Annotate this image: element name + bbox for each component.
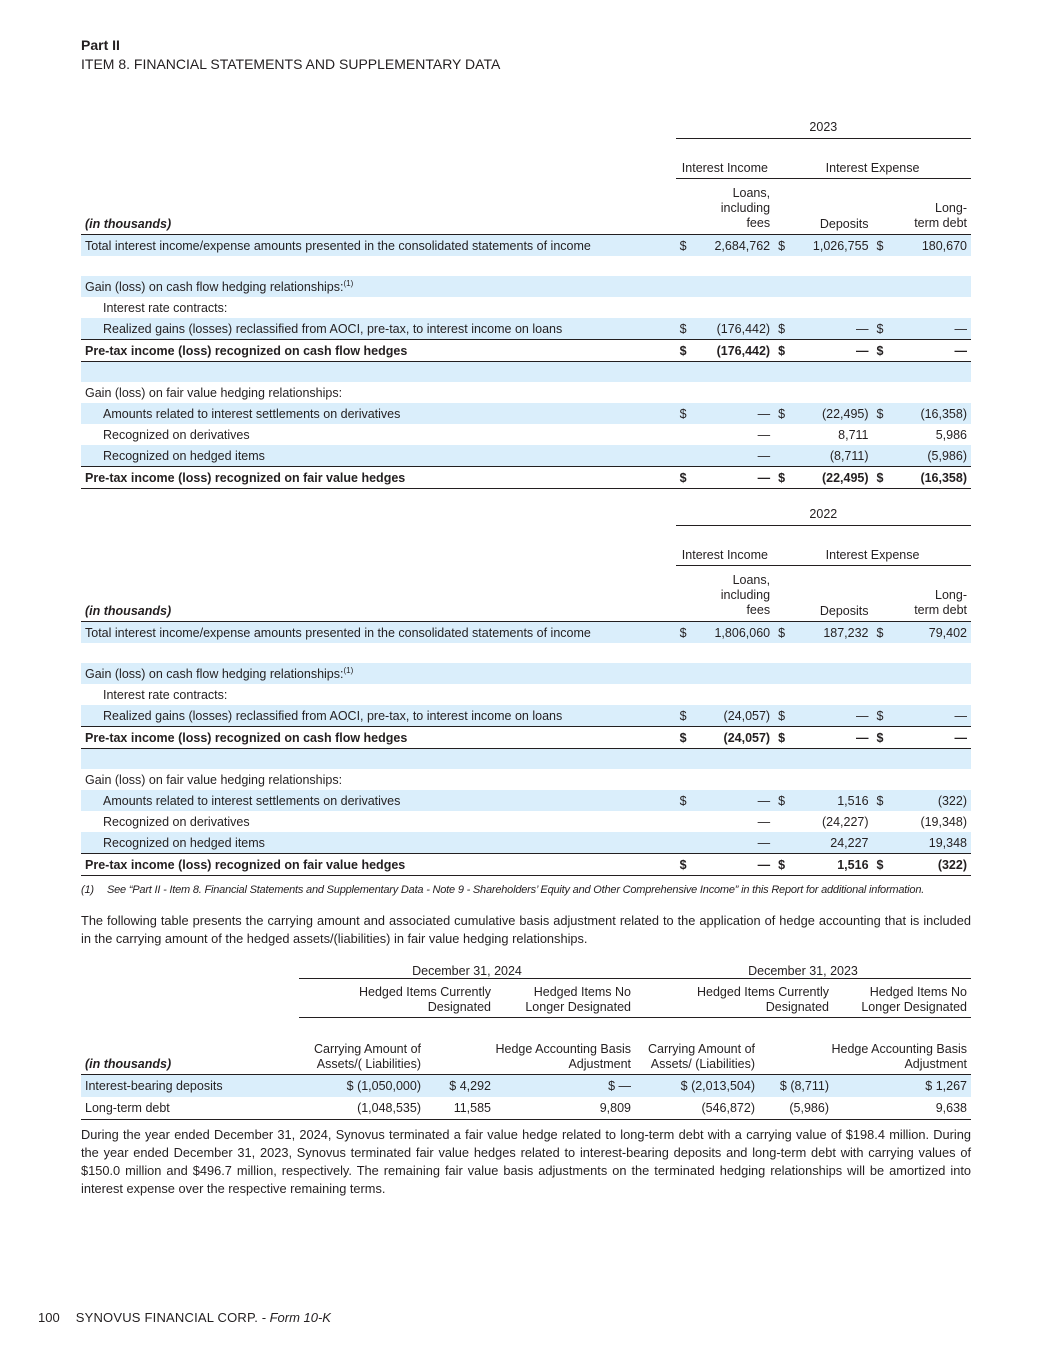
dollar-sign: $ [676,622,692,644]
terminated-hedges-paragraph: During the year ended December 31, 2024, Synovus terminated a fair value hedge related to long-term debt with a carrying value of $198.4 million. During the year ended December 31, 2023, Synovus terminated fair value hedges related to interest-bearing deposits and long-term debt with carrying values of $150.0 million and $496.7 million, respectively. The remaining fair value basis adjustments on the terminated hedging relationships will be amortized into interest expense over the respective remaining terms. [81,1127,971,1196]
cell-value: — [889,705,971,727]
company-name: SYNOVUS FINANCIAL CORP. [75,1310,259,1325]
group-nolonger-2024: Hedged Items No Longer Designated [495,979,635,1018]
cell-value: — [790,318,872,340]
col-deposits-header: Deposits [774,179,872,235]
cell-value: (16,358) [889,467,971,489]
row-label: Total interest income/expense amounts presented in the consolidated statements of income [81,235,676,257]
table-row [81,622,971,644]
table-row [81,727,971,749]
dollar-sign: $ [676,790,692,811]
interest-income-header: Interest Income [676,526,774,566]
row-label: Gain (loss) on cash flow hedging relationships: [85,666,344,681]
dollar-sign: $ [676,235,692,257]
dollar-sign: $ [774,705,790,727]
dollar-sign: $ [873,705,889,727]
dollar-sign: $ [774,790,790,811]
page-footer [38,1310,331,1325]
cell-value: 11,585 [425,1097,495,1120]
dollar-sign: $ [774,854,790,876]
dollar-sign: $ [873,854,889,876]
table-row [81,1097,971,1120]
row-label: Pre-tax income (loss) recognized on fair value hedges [81,467,676,489]
dollar-sign: $ [873,235,889,257]
table-row [81,769,971,790]
table-row [81,424,971,445]
dollar-sign: $ [774,727,790,749]
group-current-2024: Hedged Items Currently Designated [299,979,495,1018]
row-label: Realized gains (losses) reclassified from AOCI, pre-tax, to interest income on loans [81,318,676,340]
row-label: Interest rate contracts: [103,300,228,315]
footnote [81,884,924,896]
row-label: Amounts related to interest settlements on derivatives [81,790,676,811]
cell-value: $ (2,013,504) [635,1075,759,1098]
cell-value: — [889,318,971,340]
item-heading: ITEM 8. FINANCIAL STATEMENTS AND SUPPLEMENTARY DATA [81,56,501,72]
row-label: Interest-bearing deposits [81,1075,299,1098]
cell-value: (19,348) [920,814,967,829]
dollar-sign: $ [774,622,790,644]
dollar-sign: $ [873,340,889,362]
cell-value: 1,516 [790,854,872,876]
cell-value: — [889,340,971,362]
cell-value: (24,227) [821,814,869,829]
dollar-sign: $ [774,340,790,362]
row-label: Pre-tax income (loss) recognized on cash flow hedges [81,340,676,362]
table-row [81,705,971,727]
col-carrying-2023: Carrying Amount of Assets/ (Liabilities) [635,1018,759,1075]
cell-value: — [692,445,774,467]
row-label: Pre-tax income (loss) recognized on fair value hedges [81,854,676,876]
cell-value: (546,872) [635,1097,759,1120]
units-label: (in thousands) [81,566,676,622]
year-header: 2023 [676,116,971,139]
row-label: Recognized on derivatives [103,427,250,442]
cell-value: (322) [889,854,971,876]
dollar-sign: $ [774,403,790,424]
cell-value: 5,986 [935,427,967,442]
cell-value: — [692,832,774,854]
cell-value: $ — [495,1075,635,1098]
footnote-mark: (1) [343,665,354,675]
col-basis-2024: Hedge Accounting Basis Adjustment [425,1018,635,1075]
dollar-sign: $ [873,467,889,489]
year-header: 2022 [676,503,971,526]
row-label: Recognized on hedged items [81,832,676,854]
cell-value: (24,057) [692,705,774,727]
table-row [81,276,971,297]
form-type: - Form 10-K [258,1310,331,1325]
dollar-sign: $ [676,403,692,424]
page-number: 100 [38,1310,60,1325]
date-header-2023: December 31, 2023 [635,956,971,979]
footnote-text: See “Part II - Item 8. Financial Statements and Supplementary Data - Note 9 - Shareholders’ Equity and Other Comprehensive Income” in this Report for additional information. [107,884,925,896]
cell-value: (176,442) [692,340,774,362]
table-row [81,663,971,684]
table-row [81,832,971,854]
interest-income-header: Interest Income [676,139,774,179]
cell-value: 2,684,762 [692,235,774,257]
row-label: Recognized on derivatives [103,814,250,829]
row-label: Realized gains (losses) reclassified from AOCI, pre-tax, to interest income on loans [81,705,676,727]
cell-value: — [692,403,774,424]
dollar-sign: $ [774,235,790,257]
cell-value: — [757,814,771,829]
row-label: Gain (loss) on fair value hedging relationships: [85,385,343,400]
dollar-sign: $ [676,727,692,749]
cell-value: (22,495) [790,403,872,424]
cell-value: 9,809 [495,1097,635,1120]
group-current-2023: Hedged Items Currently Designated [635,979,833,1018]
cell-value: (1,048,535) [299,1097,425,1120]
col-loans-header: Loans, including fees [676,566,774,622]
cell-value: (5,986) [759,1097,833,1120]
table-row [81,235,971,257]
table-row [81,382,971,403]
footnote-number: (1) [81,884,94,896]
dollar-sign: $ [676,340,692,362]
row-label: Gain (loss) on fair value hedging relationships: [85,772,343,787]
table-row [81,467,971,489]
table-row [81,684,971,705]
cell-value: (16,358) [889,403,971,424]
interest-expense-header: Interest Expense [774,139,971,179]
table-row [81,403,971,424]
cell-value: 187,232 [790,622,872,644]
col-loans-header: Loans, including fees [676,179,774,235]
col-carrying-2024: Carrying Amount of Assets/( Liabilities) [299,1018,425,1075]
cell-value: (8,711) [790,445,872,467]
cell-value: — [692,790,774,811]
dollar-sign: $ [676,854,692,876]
cell-value: $ (1,050,000) [299,1075,425,1098]
footnote-mark: (1) [343,278,354,288]
dollar-sign: $ [873,622,889,644]
row-label: Interest rate contracts: [103,687,228,702]
table-row [81,790,971,811]
dollar-sign: $ [774,467,790,489]
table-row [81,854,971,876]
table-row [81,1075,971,1098]
row-label: Pre-tax income (loss) recognized on cash flow hedges [81,727,676,749]
cell-value: 9,638 [833,1097,971,1120]
table-row [81,445,971,467]
intro-paragraph: The following table presents the carrying amount and associated cumulative basis adjustment related to the application of hedge accounting that is included in the carrying amount of the hedged assets/(liabilities) in fair value hedging relationships. [81,913,971,946]
col-longterm-header: Long-term debt [873,179,971,235]
date-header-2024: December 31, 2024 [299,956,635,979]
cell-value: 8,711 [838,427,869,442]
cell-value: 1,516 [790,790,872,811]
interest-expense-header: Interest Expense [774,526,971,566]
cell-value: $ 4,292 [425,1075,495,1098]
cell-value: 1,026,755 [790,235,872,257]
part-heading: Part II [81,37,120,53]
dollar-sign: $ [873,318,889,340]
cell-value: (22,495) [790,467,872,489]
dollar-sign: $ [676,705,692,727]
row-label: Recognized on hedged items [81,445,676,467]
col-longterm-header: Long-term debt [873,566,971,622]
cell-value: — [790,727,872,749]
table-row [81,318,971,340]
group-nolonger-2023: Hedged Items No Longer Designated [833,979,971,1018]
table-row [81,340,971,362]
dollar-sign: $ [676,467,692,489]
cell-value: — [889,727,971,749]
row-label: Long-term debt [81,1097,299,1120]
cell-value: — [692,467,774,489]
cell-value: 180,670 [889,235,971,257]
cell-value: $ 1,267 [833,1075,971,1098]
col-basis-2023: Hedge Accounting Basis Adjustment [759,1018,971,1075]
dollar-sign: $ [873,727,889,749]
row-label: Amounts related to interest settlements on derivatives [81,403,676,424]
table-row [81,811,971,832]
dollar-sign: $ [676,318,692,340]
cell-value: (322) [889,790,971,811]
cell-value: 19,348 [889,832,971,854]
cell-value: 1,806,060 [692,622,774,644]
cell-value: — [790,340,872,362]
cell-value: (24,057) [692,727,774,749]
hedging-table-2023 [81,116,971,489]
hedge-carrying-table [81,956,971,1120]
cell-value: 24,227 [790,832,872,854]
units-label: (in thousands) [81,179,676,235]
dollar-sign: $ [873,790,889,811]
cell-value: (176,442) [692,318,774,340]
cell-value: (5,986) [889,445,971,467]
cell-value: — [757,427,771,442]
units-label: (in thousands) [81,1018,299,1075]
table-row [81,297,971,318]
cell-value: 79,402 [889,622,971,644]
cell-value: $ (8,711) [759,1075,833,1098]
hedging-table-2022 [81,503,971,876]
dollar-sign: $ [873,403,889,424]
cell-value: — [692,854,774,876]
row-label: Gain (loss) on cash flow hedging relationships: [85,279,344,294]
dollar-sign: $ [774,318,790,340]
col-deposits-header: Deposits [774,566,872,622]
cell-value: — [790,705,872,727]
row-label: Total interest income/expense amounts presented in the consolidated statements of income [81,622,676,644]
